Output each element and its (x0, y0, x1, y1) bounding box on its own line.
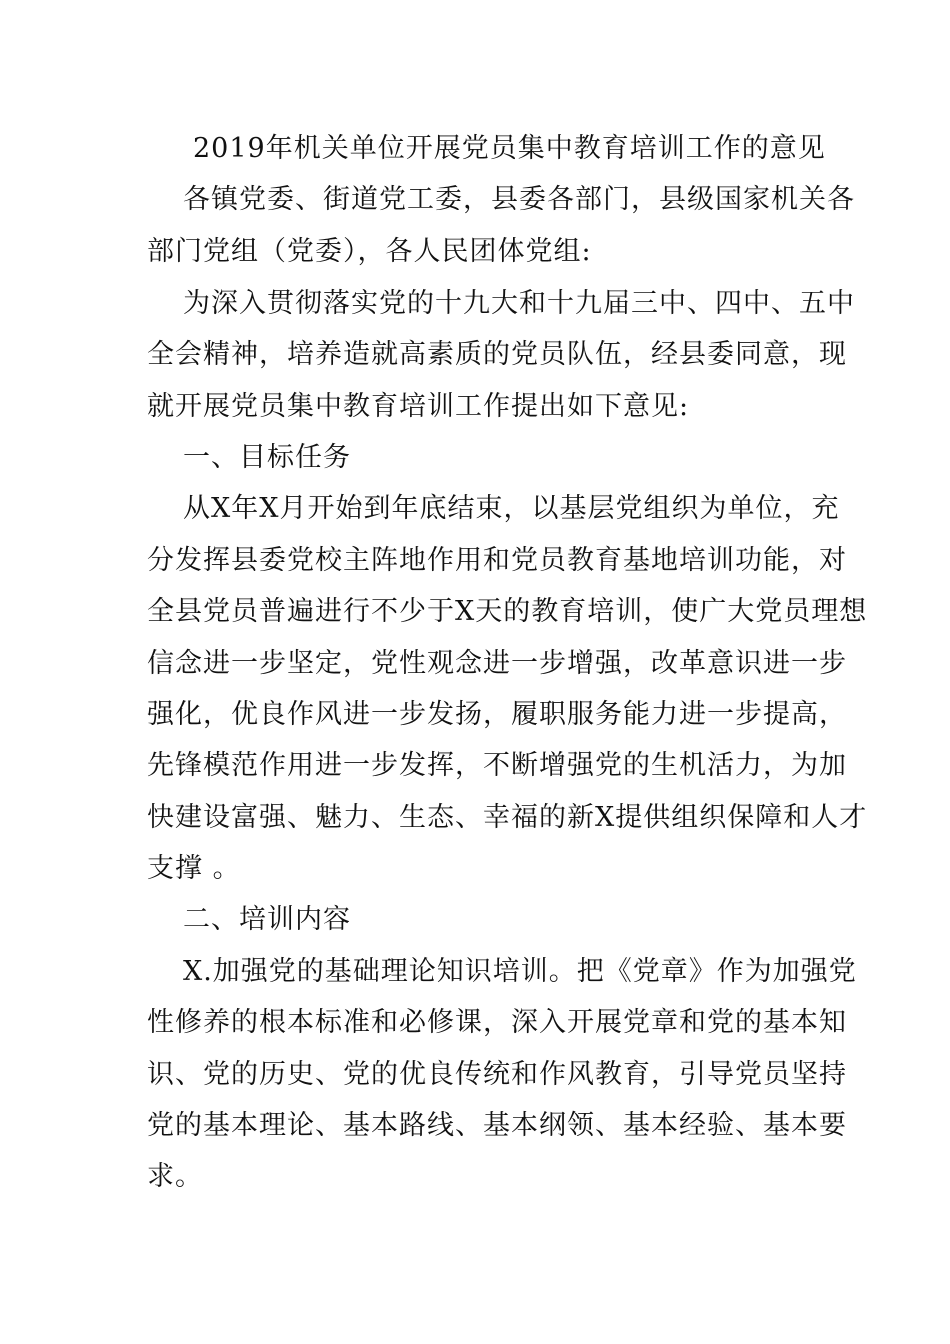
training-paragraph-line: 性修养的根本标准和必修课，深入开展党章和党的基本知 (147, 1007, 847, 1038)
intro-paragraph-line: 就开展党员集中教育培训工作提出如下意见: (147, 391, 690, 422)
salutation-line: 部门党组（党委），各人民团体党组: (147, 236, 592, 267)
section-heading-goals: 一、目标任务 (183, 442, 351, 473)
intro-paragraph-line: 全会精神，培养造就高素质的党员队伍，经县委同意，现 (147, 339, 847, 370)
goals-paragraph-line: 信念进一步坚定，党性观念进一步增强，改革意识进一步 (147, 648, 847, 679)
document-title: 2019年机关单位开展党员集中教育培训工作的意见 (193, 133, 826, 164)
training-paragraph-line: 求。 (147, 1161, 203, 1192)
intro-paragraph-line: 为深入贯彻落实党的十九大和十九届三中、四中、五中 (183, 288, 855, 319)
goals-paragraph-line: 先锋模范作用进一步发挥，不断增强党的生机活力，为加 (147, 750, 847, 781)
goals-paragraph-line: 全县党员普遍进行不少于X天的教育培训，使广大党员理想 (147, 596, 868, 627)
goals-paragraph-line: 快建设富强、魅力、生态、幸福的新X提供组织保障和人才 (147, 802, 868, 833)
salutation-line: 各镇党委、街道党工委，县委各部门，县级国家机关各 (183, 184, 855, 215)
training-paragraph-line: X.加强党的基础理论知识培训。把《党章》作为加强党 (183, 956, 857, 987)
goals-paragraph-line: 支撑 。 (147, 853, 241, 884)
section-heading-training-content: 二、培训内容 (183, 904, 351, 935)
training-paragraph-line: 党的基本理论、基本路线、基本纲领、基本经验、基本要 (147, 1110, 847, 1141)
goals-paragraph-line: 强化，优良作风进一步发扬，履职服务能力进一步提高， (147, 699, 847, 730)
goals-paragraph-line: 从X年X月开始到年底结束，以基层党组织为单位，充 (183, 493, 840, 524)
goals-paragraph-line: 分发挥县委党校主阵地作用和党员教育基地培训功能，对 (147, 545, 847, 576)
training-paragraph-line: 识、党的历史、党的优良传统和作风教育，引导党员坚持 (147, 1059, 847, 1090)
